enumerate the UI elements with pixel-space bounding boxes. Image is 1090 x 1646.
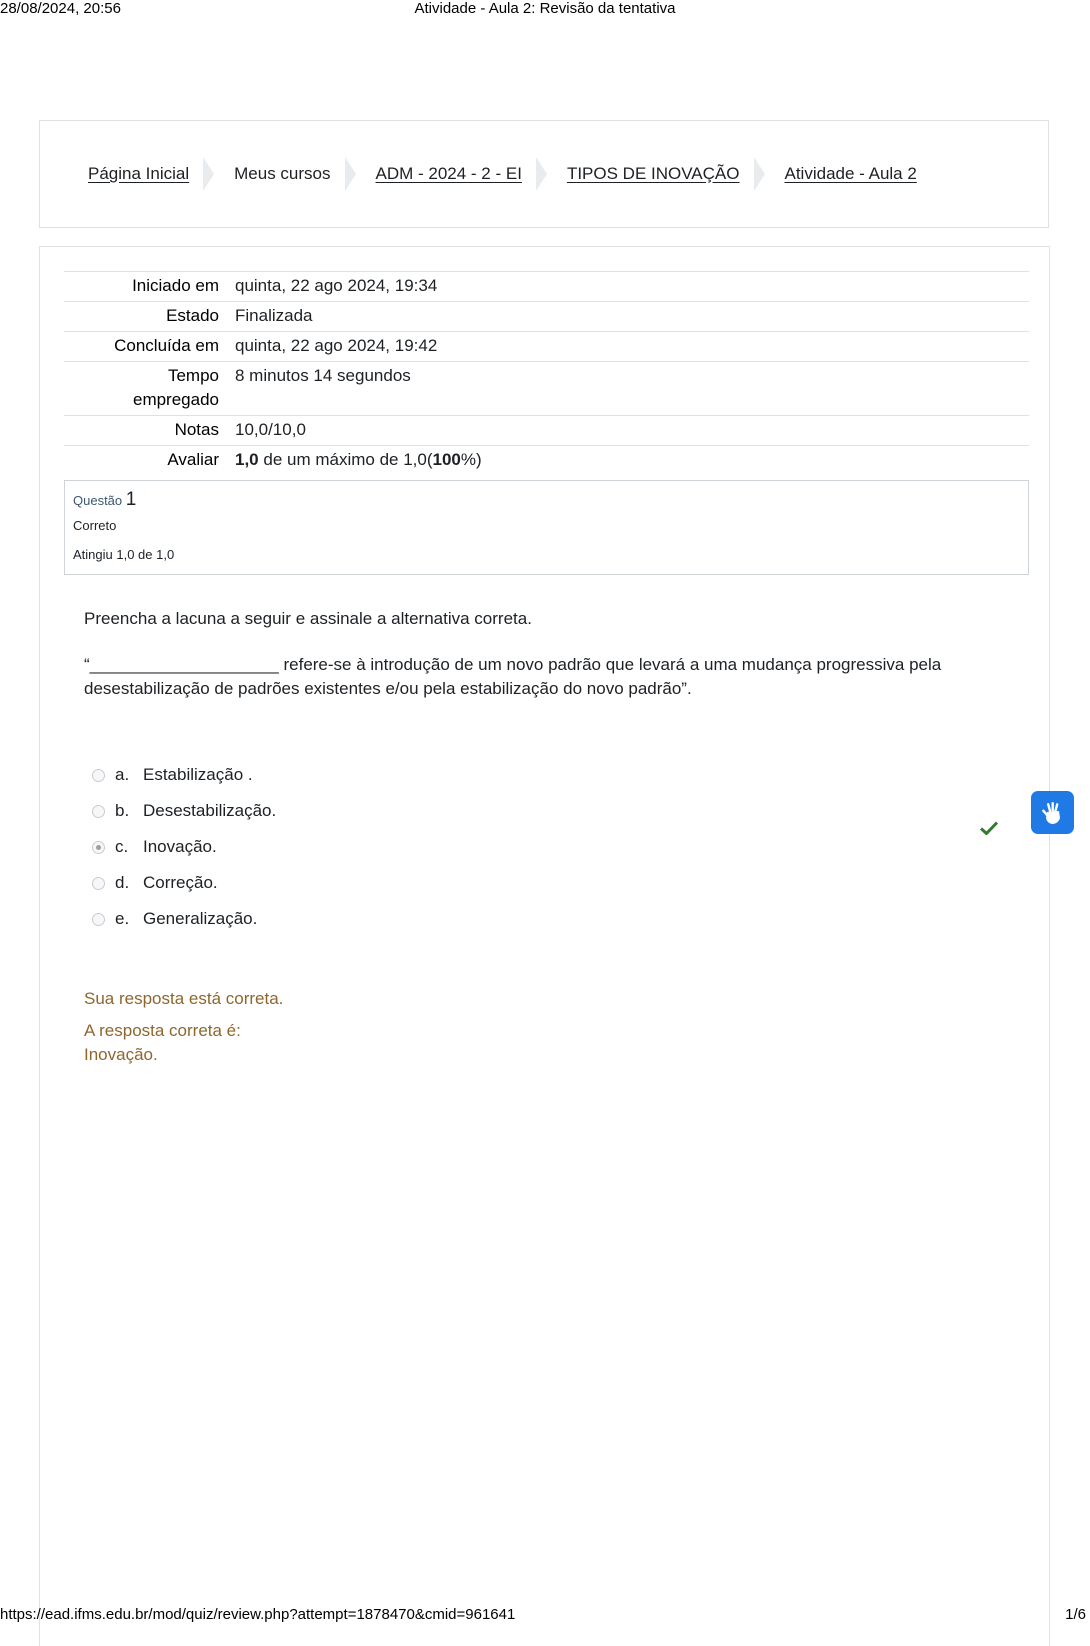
breadcrumb-link-home[interactable]: Página Inicial [88, 164, 190, 183]
answer-letter: b. [115, 801, 130, 820]
question-label: Questão [73, 493, 123, 508]
answer-text: Desestabilização. [143, 801, 277, 820]
breadcrumb-link-section[interactable]: TIPOS DE INOVAÇÃO [566, 164, 740, 183]
attempt-summary-table [64, 271, 1029, 475]
print-datetime: 28/08/2024, 20:56 [0, 0, 121, 17]
feedback-correct: Sua resposta está correta. [84, 989, 284, 1008]
grade-percent: 100 [432, 450, 461, 469]
breadcrumb-text-my-courses: Meus cursos [234, 164, 331, 183]
summary-row-time [64, 362, 1029, 416]
answer-options [92, 757, 276, 937]
question-prompt: Preencha a lacuna a seguir e assinale a alternativa correta. [84, 609, 532, 628]
summary-label: Avaliar [167, 450, 219, 469]
summary-label-line: empregado [132, 390, 219, 409]
feedback-right-answer-label: A resposta correta é: [84, 1021, 241, 1040]
question-number-value: 1 [125, 489, 137, 510]
feedback-right-answer: Inovação. [84, 1045, 158, 1064]
summary-value: 10,0/10,0 [235, 420, 306, 439]
breadcrumb-link-activity[interactable]: Atividade - Aula 2 [784, 164, 917, 183]
summary-label: Iniciado em [132, 276, 219, 295]
answer-text: Correção. [143, 873, 218, 892]
sign-language-accessibility-button[interactable] [1031, 791, 1074, 834]
summary-value: 8 minutos 14 segundos [235, 366, 411, 385]
breadcrumb-item-course[interactable] [376, 164, 522, 184]
summary-value: Finalizada [235, 306, 313, 325]
summary-row-state [64, 302, 1029, 332]
summary-value: quinta, 22 ago 2024, 19:42 [235, 336, 438, 355]
summary-row-started [64, 272, 1029, 302]
breadcrumb-item-my-courses [234, 164, 330, 184]
grade-score: 1,0 [235, 450, 259, 469]
summary-value [227, 446, 1029, 476]
breadcrumb [88, 159, 917, 189]
breadcrumb-separator [345, 157, 356, 191]
answer-option-e[interactable] [92, 901, 276, 937]
question-state: Correto [73, 518, 117, 533]
answer-option-b[interactable] [92, 793, 276, 829]
answer-text: Generalização. [143, 909, 258, 928]
breadcrumb-link-course[interactable]: ADM - 2024 - 2 - EI [375, 164, 522, 183]
answer-text: Estabilização . [143, 765, 253, 784]
summary-label [64, 362, 227, 416]
answer-option-a[interactable] [92, 757, 276, 793]
grade-text-end: %) [460, 450, 482, 469]
question-feedback [84, 987, 283, 1067]
breadcrumb-separator [203, 157, 214, 191]
question-number [73, 489, 136, 511]
summary-value: quinta, 22 ago 2024, 19:34 [235, 276, 438, 295]
breadcrumb-separator [754, 157, 765, 191]
question-info-box [64, 480, 1029, 575]
answer-option-d[interactable] [92, 865, 276, 901]
breadcrumb-item-activity[interactable] [785, 164, 917, 184]
breadcrumb-card [39, 120, 1049, 228]
answer-letter: c. [115, 837, 129, 856]
summary-label-line: Tempo [167, 366, 219, 385]
answer-radio[interactable] [92, 877, 105, 890]
summary-row-grade [64, 446, 1029, 476]
question-statement: “____________________ refere-se à introdução de um novo padrão que levará a uma mudança progressiva pela desestabilização de padrões existentes e/ou pela estabilização do novo padrão”. [84, 655, 942, 698]
answer-radio[interactable] [92, 769, 105, 782]
breadcrumb-item-home[interactable] [88, 164, 189, 184]
answer-letter: d. [115, 873, 130, 892]
breadcrumb-separator [536, 157, 547, 191]
summary-label: Notas [174, 420, 219, 439]
breadcrumb-item-section[interactable] [567, 164, 740, 184]
answer-letter: a. [115, 765, 130, 784]
answer-text: Inovação. [143, 837, 217, 856]
attempt-review-card [39, 246, 1050, 1646]
summary-row-completed [64, 332, 1029, 362]
answer-letter: e. [115, 909, 130, 928]
grade-text: de um máximo de 1,0( [258, 450, 433, 469]
answer-radio[interactable] [92, 913, 105, 926]
question-text [84, 607, 964, 723]
print-header [0, 0, 1090, 20]
answer-option-c[interactable] [92, 829, 276, 865]
print-url: https://ead.ifms.edu.br/mod/quiz/review.php?attempt=1878470&cmid=961641 [0, 1606, 516, 1623]
summary-label: Estado [166, 306, 219, 325]
print-title: Atividade - Aula 2: Revisão da tentativa [414, 0, 676, 17]
answer-radio-selected[interactable] [92, 841, 105, 854]
question-grade: Atingiu 1,0 de 1,0 [73, 547, 175, 562]
print-page-number: 1/6 [1065, 1606, 1086, 1623]
correct-check-icon [980, 821, 998, 835]
summary-row-marks [64, 416, 1029, 446]
summary-label: Concluída em [114, 336, 219, 355]
print-footer [0, 1606, 1090, 1626]
answer-radio[interactable] [92, 805, 105, 818]
sign-language-hands-icon [1040, 800, 1066, 826]
